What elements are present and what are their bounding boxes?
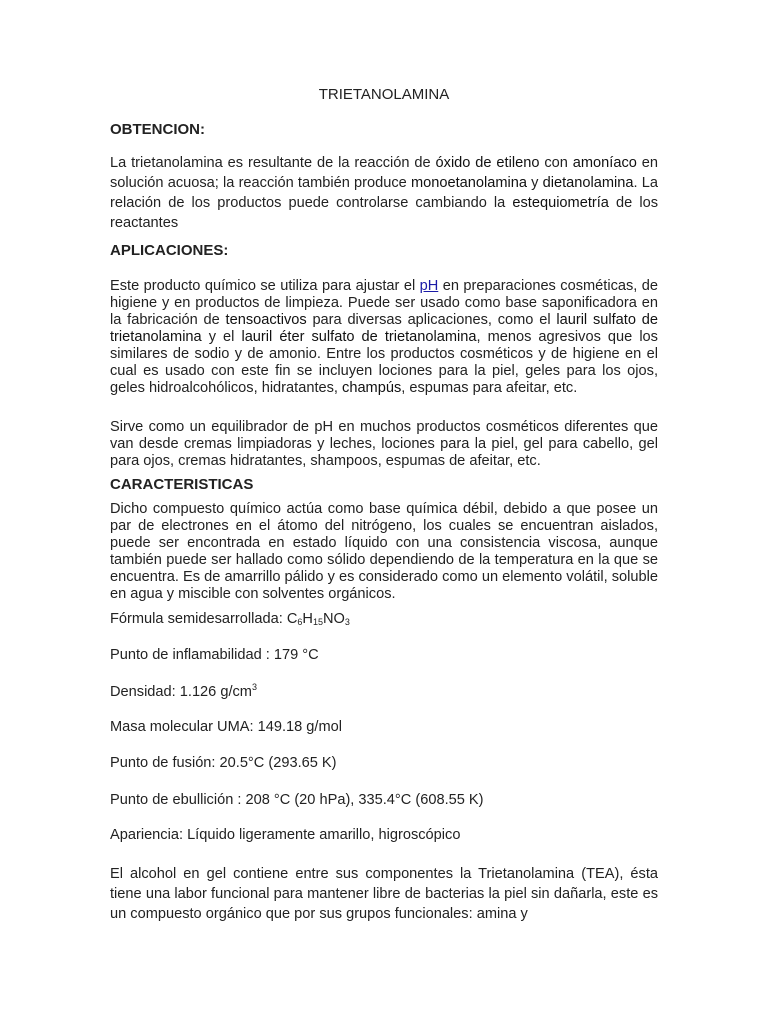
boiling-point-line: Punto de ebullición : 208 °C (20 hPa), 335.4°C (608.55 K) xyxy=(110,792,484,808)
heading-obtencion: OBTENCION: xyxy=(110,121,205,138)
term-champus: champús xyxy=(342,380,402,396)
term-dietanolamina: dietanolamina xyxy=(542,175,634,191)
paragraph-closing: El alcohol en gel contiene entre sus componentes la Trietanolamina (TEA), ésta tiene una labor funcional para mantener libre de bacterias la piel sin dañarla, este es un compuesto orgánico que por sus grupos funcionales: amina y xyxy=(110,866,658,922)
link-ph[interactable]: pH xyxy=(419,278,439,294)
term-tensoactivos: tensoactivos xyxy=(225,312,307,328)
term-lauril-eter-sulfato: lauril éter sulfato de trietanolamina xyxy=(241,329,477,345)
term-estequiometria: estequiometría xyxy=(512,195,609,211)
molar-mass-line: Masa molecular UMA: 149.18 g/mol xyxy=(110,719,342,735)
heading-caracteristicas: CARACTERISTICAS xyxy=(110,476,254,493)
document-title: TRIETANOLAMINA xyxy=(318,86,450,103)
appearance-line: Apariencia: Líquido ligeramente amarillo, higroscópico xyxy=(110,827,461,843)
paragraph-caracteristicas: Dicho compuesto químico actúa como base química débil, debido a que posee un par de electrones en el átomo del nitrógeno, los cuales se encuentran aislados, puede ser encontrada en estado líquido con una consistencia viscosa, aunque también puede ser hallado como sólido dependiendo de la temperatura en la que se encuentra. Es de amarrillo pálido y es considerado como un elemento volátil, soluble en agua y miscible con solventes orgánicos. xyxy=(110,501,658,602)
melting-point-line: Punto de fusión: 20.5°C (293.65 K) xyxy=(110,755,337,771)
heading-aplicaciones: APLICACIONES: xyxy=(110,242,229,259)
density-line: Densidad: 1.126 $g/cm^3$ xyxy=(110,682,257,700)
term-monoetanolamina: monoetanolamina xyxy=(410,175,527,191)
flash-point-line: Punto de inflamabilidad : 179 °C xyxy=(110,647,319,663)
paragraph-equilibrador: Sirve como un equilibrador de pH en muchos productos cosméticos diferentes que van desde cremas limpiadoras y leches, lociones para la piel, gel para cabello, gel para ojos, cremas hidratantes, shampoos, espumas de afeitar, etc. xyxy=(110,419,658,469)
term-oxido-de-etileno: óxido de etileno xyxy=(435,155,540,171)
term-amoniaco: amoníaco xyxy=(572,155,637,171)
formula-line: Fórmula semidesarrollada: $C_6H_{15}NO_3$ xyxy=(110,611,350,627)
paragraph-aplicaciones: Este producto químico se utiliza para ajustar el pH en preparaciones cosméticas, de higiene y en productos de limpieza. Puede ser usado como base saponificadora en la fabricación de tensoactivos para diversas aplicaciones, como el lauril sulfato de trietanolamina y el lauril éter sulfato de trietanolamina, menos agresivos que los similares de sodio y de amonio. Entre los productos cosméticos y de higiene en el cual es usado con este fin se incluyen lociones para la piel, geles para los ojos, geles hidroalcohólicos, hidratantes, champús, espumas para afeitar, etc. xyxy=(110,278,658,396)
paragraph-obtencion: La trietanolamina es resultante de la reacción de óxido de etileno con amoníaco en solución acuosa; la reacción también produce monoetanolamina y dietanolamina. La relación de los productos puede controlarse cambiando la estequiometría de los reactantes xyxy=(110,155,659,231)
term-lauril-sulfato: lauril sulfato de trietanolamina xyxy=(110,312,658,345)
